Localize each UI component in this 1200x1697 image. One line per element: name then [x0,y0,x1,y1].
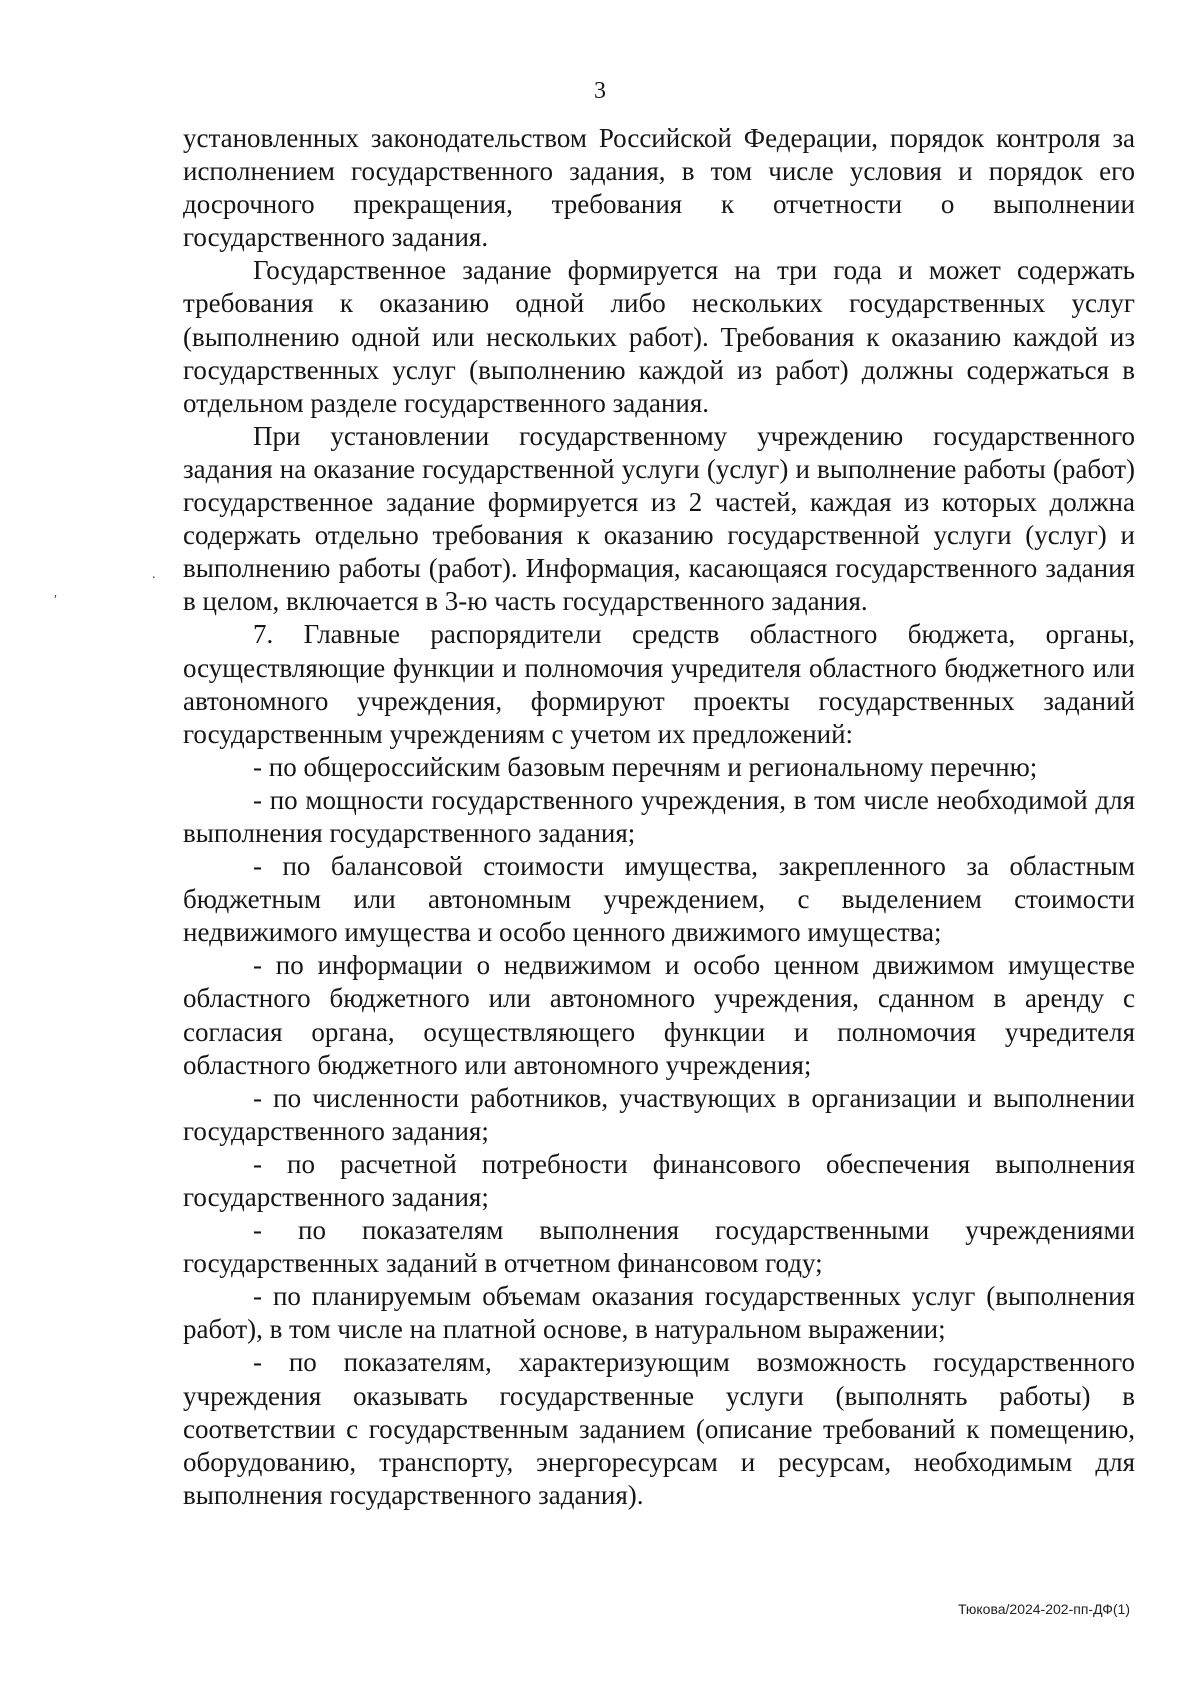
scan-artifact-tick: ′ [54,593,58,608]
list-item-planned-volumes: - по планируемым объемам оказания государственных услуг (выполнения работ), в том числе на платной основе, в натуральном выражении; [183,1281,1135,1345]
list-item-staff-count: - по численности работников, участвующих в организации и выполнении государственного задания; [183,1082,1135,1146]
list-item-performance-indicators: - по показателям выполнения государственными учреждениями государственных заданий в отчетном финансовом году; [183,1215,1135,1279]
scan-artifact-dot: . [152,567,156,582]
list-item-book-value: - по балансовой стоимости имущества, закрепленного за областным бюджетным или автономным учреждением, с выделением стоимости недвижимого имущества и особо ценного движимого имущества; [183,851,1135,948]
list-item-base-lists: - по общероссийским базовым перечням и региональному перечню; [253,751,1038,782]
page-number: 3 [594,78,606,104]
document-footer-code: Тюкова/2024-202-пп-ДФ(1) [957,1601,1130,1617]
document-body [183,122,1135,1512]
paragraph-assignment-parts: При установлении государственному учреждению государственного задания на оказание государственной услуги (услуг) и выполнение работы (работ) государственное задание формируется из 2 частей, каждая из которых должна содержать отдельно требования к оказанию государственной услуги (услуг) и выполнению работы (работ). Информация, касающаяся государственного задания в целом, включается в 3-ю часть государственного задания. [183,420,1135,617]
paragraph-assignment-duration: Государственное задание формируется на три года и может содержать требования к оказанию одной либо нескольких государственных услуг (выполнению одной или нескольких работ). Требования к оказанию каждой из государственных услуг (выполнению каждой из работ) должны содержаться в отдельном разделе государственного задания. [183,255,1135,418]
list-item-leased-property: - по информации о недвижимом и особо ценном движимом имуществе областного бюджетного или автономного учреждения, сданном в аренду с согласия органа, осуществляющего функции и полномочия учредителя областного бюджетного или автономного учреждения; [183,950,1135,1080]
list-item-capacity: - по мощности государственного учреждения, в том числе необходимой для выполнения государственного задания; [183,784,1135,848]
list-item-capability-indicators: - по показателям, характеризующим возможность государственного учреждения оказывать государственные услуги (выполнять работы) в соответствии с государственным заданием (описание требований к помещению, оборудованию, транспорту, энергоресурсам и ресурсам, необходимым для выполнения государственного задания). [183,1347,1135,1510]
paragraph-item-7: 7. Главные распорядители средств областного бюджета, органы, осуществляющие функции и полномочия учредителя областного бюджетного или автономного учреждения, формируют проекты государственных заданий государственным учреждениям с учетом их предложений: [183,619,1135,749]
paragraph-continuation: установленных законодательством Российской Федерации, порядок контроля за исполнением государственного задания, в том числе условия и порядок его досрочного прекращения, требования к отчетности о выполнении государственного задания. [183,123,1135,253]
list-item-financial-need: - по расчетной потребности финансового обеспечения выполнения государственного задания; [183,1148,1135,1212]
